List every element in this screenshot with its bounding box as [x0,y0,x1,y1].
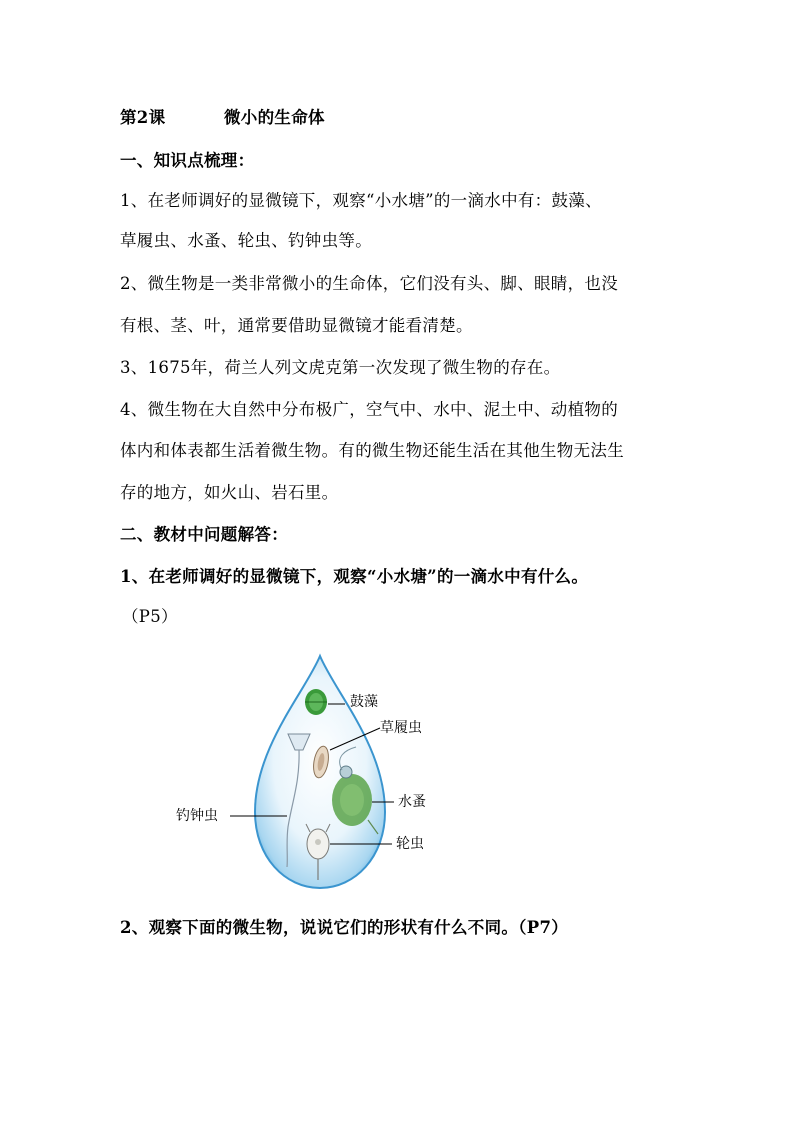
lesson-title [120,107,420,129]
question-2: 2、观察下面的微生物，说说它们的形状有什么不同。（P7） [120,918,569,937]
label-rotifer: 轮虫 [396,836,424,852]
label-daphnia: 水蚤 [398,794,426,810]
label-desmid: 鼓藻 [350,694,378,710]
lesson-number: 第2课 [120,108,166,127]
section1-line-3: 2、微生物是一类非常微小的生命体，它们没有头、脚、眼睛，也没 [120,274,618,293]
label-paramecium: 草履虫 [380,720,422,736]
section1-line-7: 体内和体表都生活着微生物。有的微生物还能生活在其他生物无法生 [120,441,624,460]
desmid-organism [305,689,327,715]
section2-heading: 二、教材中问题解答： [120,525,288,544]
section1-line-8: 存的地方，如火山、岩石里。 [120,483,339,502]
water-drop-figure [170,652,450,892]
question-1-page: （P5） [122,607,178,626]
question-1: 1、在老师调好的显微镜下，观察“小水塘”的一滴水中有什么。 [120,567,589,586]
section1-line-6: 4、微生物在大自然中分布极广，空气中、水中、泥土中、动植物的 [120,400,618,419]
section1-line-5: 3、1675年，荷兰人列文虎克第一次发现了微生物的存在。 [120,358,561,377]
lesson-name: 微小的生命体 [224,108,325,127]
section1-heading: 一、知识点梳理： [120,151,255,170]
section1-line-2: 草履虫、水蚤、轮虫、钓钟虫等。 [120,231,372,250]
section1-line-1: 1、在老师调好的显微镜下，观察“小水塘”的一滴水中有：鼓藻、 [120,191,602,210]
water-drop-illustration [170,652,450,892]
label-vorticella: 钓钟虫 [176,808,218,824]
section1-line-4: 有根、茎、叶，通常要借助显微镜才能看清楚。 [120,316,473,335]
